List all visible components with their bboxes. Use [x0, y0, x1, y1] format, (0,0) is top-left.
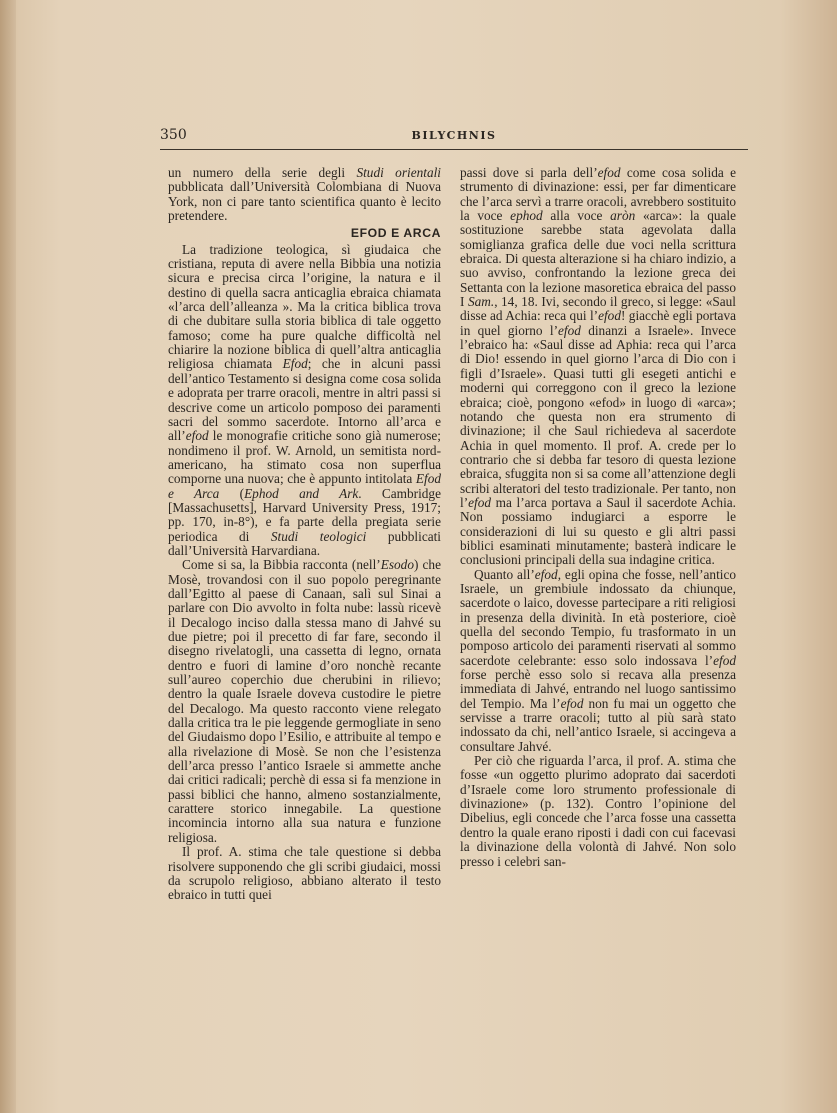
italic-term: efod [468, 494, 492, 510]
paragraph: Come si sa, la Bibbia racconta (nell’Esodo) che Mosè, trovandosi con il suo popolo peregrinante dall’Egitto al paese di Canaan, salì sul Sinai a parlare con Dio avvolto in folta nube: lassù ricevè il Decalogo inciso dalla stessa mano di Jahvé su due pietre; poi il precetto di far fare, secondo il disegno rivelatogli, una cassetta di legno, ornata dentro e fuori di lamine d’oro nonchè recante sull’aureo coperchio due cherubini in rilievo; dentro la quale Israele doveva custodire le pietre del Decalogo. Ma questo racconto viene relegato dalla critica tra le pie leggende germogliate in seno del Giudaismo dopo l’Esilio, e attribuite al tempo e alla rivelazione di Mosè. Se non che l’esistenza dell’arca presso l’antico Israele si ammette anche dai critici radicali; perchè di essa si fa menzione in passi biblici che hanno, almeno sostanzialmente, carattere storico innegabile. La questione incomincia intorno alla sua natura e funzione religiosa. [168, 557, 441, 845]
running-header [160, 127, 748, 150]
italic-term: efod [558, 322, 581, 338]
section-heading: EFOD E ARCA [350, 226, 441, 241]
paragraph: passi dove si parla dell’efod come cosa solida e strumento di divinazione: essi, per far dimenticare che l’arca servì a trarre oracoli, avrebbero sostituito la voce ephod alla voce aròn «arca»: la quale sostituzione sarebbe stata agevolata dalla somiglianza grafica delle due voci nella scrittura ebraica. Di questa alterazione si ha chiaro indizio, a suo avviso, confrontando la lezione greca dei Settanta con la lezione masoretica ebraica del passo I Sam., 14, 18. Ivi, secondo il greco, si legge: «Saul disse ad Achia: reca qui l’efod! giacchè egli portava in quel giorno l’efod dinanzi a Israele». Invece l’ebraico ha: «Saul disse ad Aphia: reca qui l’arca di Dio! essendo in quel giorno l’arca di Dio con i figli d’Israele». Quasi tutti gli esegeti antichi e moderni qui correggono con il greco la lezione ebraica; cioè, pongono «efod» in luogo di «arca»; notando che questa non era strumento di divinazione; il che Saul richiedeva al sacerdote Achia in quel momento. Il prof. A. crede per lo contrario che si debba far tesoro di questa lezione ebraica, sfuggita non si sa come all’attenzione degli scribi alteratori del testo tradizionale. Per tanto, non l’efod ma l’arca portava a Saul il sacerdote Achia. Non possiamo indugiarci a esporre le considerazioni di lui su questo e gli altri passi biblici esaminati minutamente; basterà indicare le conclusioni principali della sua indagine critica. [460, 165, 737, 568]
paragraph: Per ciò che riguarda l’arca, il prof. A. stima che fosse «un oggetto plurimo adoprato dai sacerdoti d’Israele come loro strumento professionale di divinazione» (p. 132). Contro l’opinione del Dibelius, egli concede che l’arca fosse una cassetta dentro la quale erano riposti i dadi con cui facevasi la divinazione della volontà di Jahvé. Non solo presso i celebri san- [460, 753, 736, 869]
paragraph: un numero della serie degli Studi orientali pubblicata dall’Università Colombiana di Nuova York, non ci pare tanto scientifica quanto è lecito pretendere. [168, 165, 441, 224]
italic-term: Ephod and Ark [244, 485, 359, 501]
italic-term: Esodo [380, 557, 414, 573]
italic-term: efod [534, 566, 558, 582]
italic-term: Sam. [467, 294, 495, 310]
italic-term: efod [185, 428, 209, 444]
right-column [460, 166, 736, 869]
running-title: BILYCHNIS [411, 129, 497, 142]
italic-term: ephod [510, 208, 543, 224]
italic-term: efod [597, 165, 621, 180]
italic-term: efod [560, 695, 584, 711]
italic-term: efod [713, 652, 736, 668]
italic-term: efod [598, 308, 621, 324]
paragraph: Quanto all’efod, egli opina che fosse, nell’antico Israele, un grembiule indossato da chiunque, sacerdote o laico, dovesse partecipare a riti religiosi in presenza della divinità. In età posteriore, cioè quella del secondo Tempio, fu trasformato in un pomposo articolo dei paramenti riservati al sommo sacerdote celebrante: esso solo indossava l’efod forse perchè esso solo si recava alla presenza immediata di Jahvé, entrando nel luogo santissimo del Tempio. Ma l’efod non fu mai un oggetto che servisse a trarre oracoli; tutto al più sarà stato indossato da chi, nell’antico Israele, si accingeva a consultare Jahvé. [460, 566, 737, 754]
page-gutter [0, 0, 16, 1113]
italic-term: Efod e Arca [168, 471, 441, 501]
italic-term: Studi orientali [356, 165, 441, 180]
italic-term: Efod [282, 356, 308, 372]
italic-term: aròn [610, 208, 636, 224]
italic-term: Studi teologici [270, 528, 367, 544]
paragraph: Il prof. A. stima che tale questione si debba risolvere supponendo che gli scribi giudaici, mossi da scrupolo religioso, abbiano alterato il testo ebraico in tutti quei [168, 844, 441, 903]
left-column [168, 166, 441, 903]
page-number: 350 [160, 127, 187, 143]
paragraph: La tradizione teologica, sì giudaica che cristiana, reputa di avere nella Bibbia una notizia sicura e precisa circa l’origine, la natura e il destino di quella sacra anticaglia ebraica chiamata «l’arca dell’alleanza ». Ma la critica biblica trova di che dubitare sulla storia biblica di tale oggetto famoso; come ha pure qualche difficoltà nel chiarire la nozione biblica di quell’altra anticaglia religiosa chiamata Efod; che in alcuni passi dell’antico Testamento si designa come cosa solida e adoprata per trarre oracoli, mentre in altri passi si descrive come un articolo pomposo dei paramenti sacri del sommo sacerdote. Intorno all’arca e all’efod le monografie critiche sono già numerose; nondimeno il prof. W. Arnold, un semitista nord-americano, ha stimato cosa non superflua comporne una nuova; che è appunto intitolata Efod e Arca (Ephod and Ark. Cambridge [Massachusetts], Harvard University Press, 1917; pp. 170, in-8°), e fa parte della pregiata serie periodica di Studi teologici pubblicati dall’Università Harvardiana. [168, 241, 442, 558]
